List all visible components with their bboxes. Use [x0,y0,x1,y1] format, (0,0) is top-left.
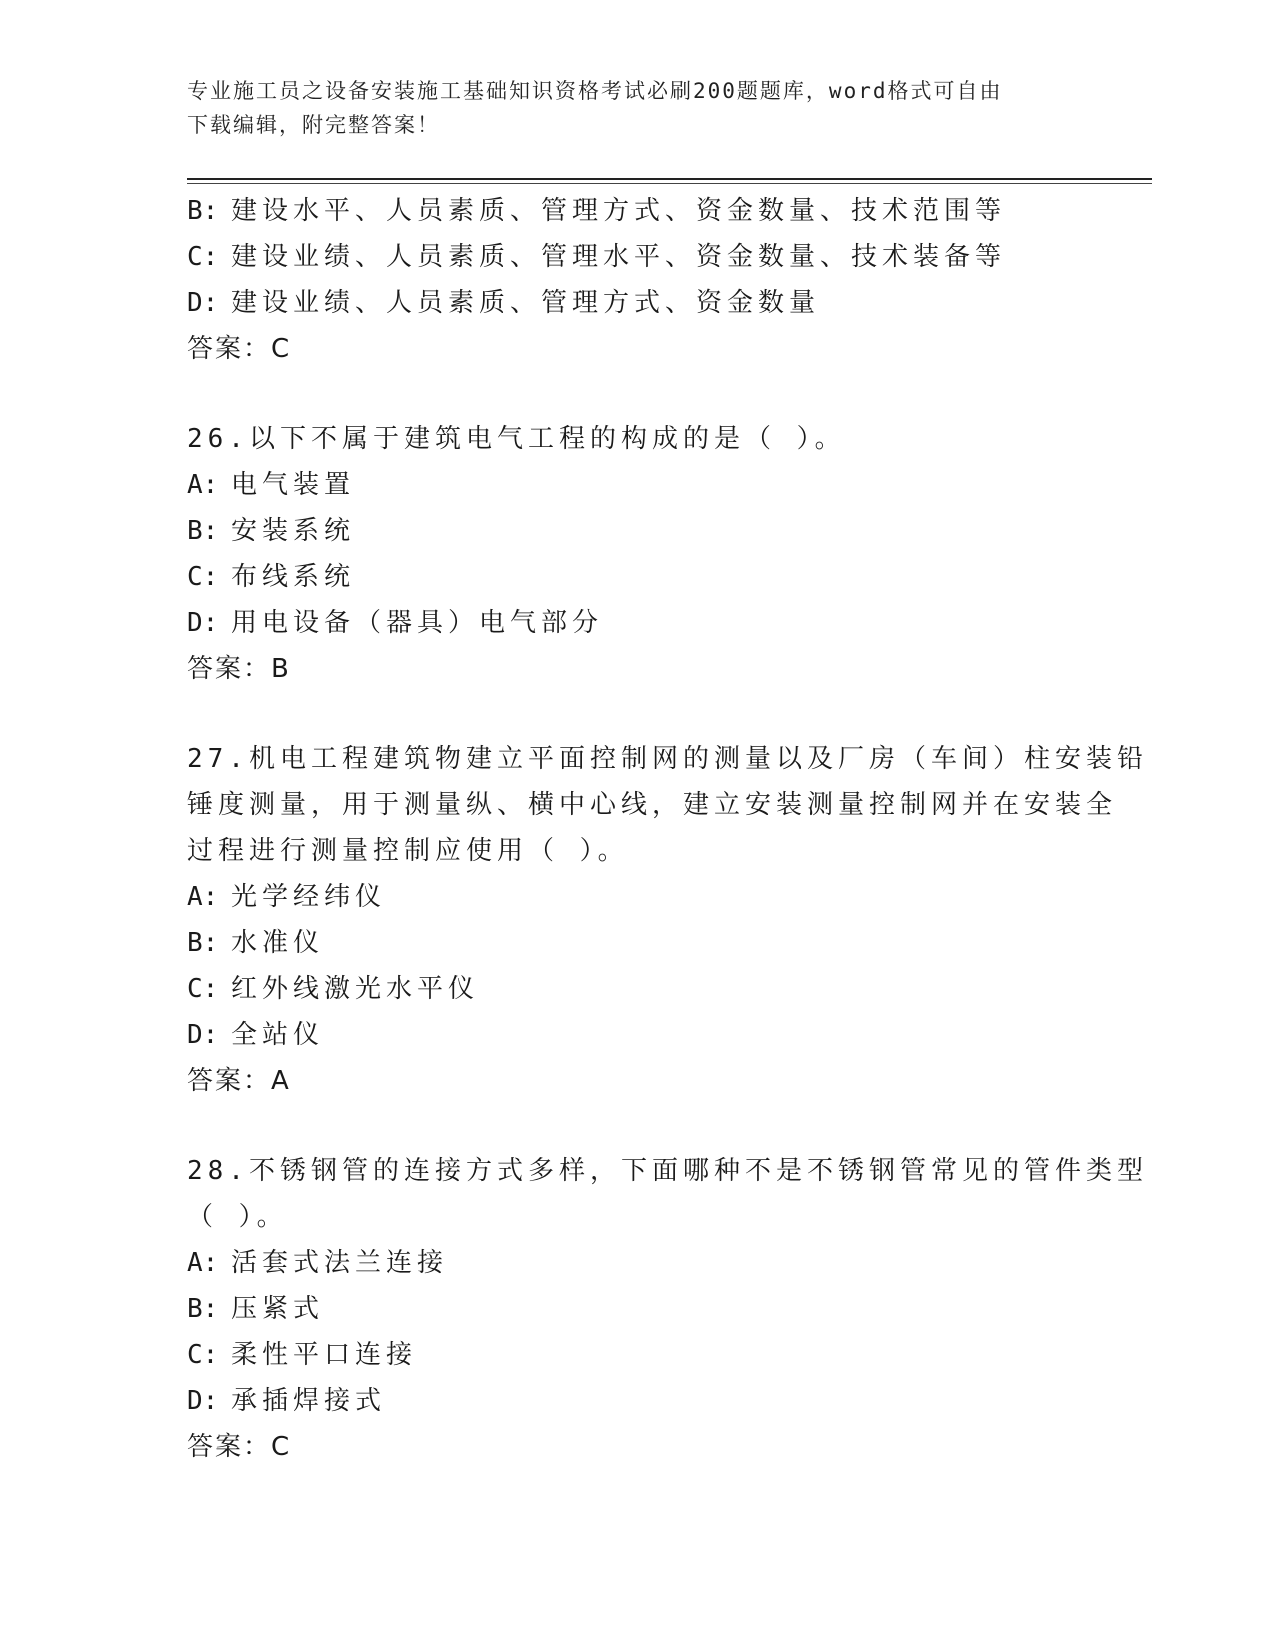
option-letter: B: [187,196,219,226]
spacer [187,372,1107,416]
answer-line: 答案：A [187,1066,291,1096]
option-text: 用电设备（器具）电气部分 [231,608,604,638]
option-letter: B: [187,928,219,958]
header-divider-thick [187,178,1152,180]
option-letter: B: [187,516,219,546]
question-26 [187,416,1107,692]
answer-line: 答案：C [187,1432,292,1462]
option-text: 柔性平口连接 [231,1340,418,1370]
option-letter: D: [187,288,219,318]
option-a [187,874,1107,920]
question-27 [187,736,1148,1104]
option-d [187,280,1107,326]
option-b [187,920,1107,966]
option-b [187,188,1107,234]
option-letter: D: [187,1386,219,1416]
question-stem: 28.不锈钢管的连接方式多样，下面哪种不是不锈钢管常见的管件类型 [187,1156,1148,1186]
document-header [187,74,1067,142]
question-stem: 锤度测量，用于测量纵、横中心线，建立安装测量控制网并在安装全 [187,790,1118,820]
option-text: 建设水平、人员素质、管理方式、资金数量、技术范围等 [231,196,1007,226]
option-text: 建设业绩、人员素质、管理水平、资金数量、技术装备等 [231,242,1007,272]
spacer [187,1104,1107,1148]
option-text: 电气装置 [231,470,356,500]
option-a [187,462,1107,508]
option-text: 压紧式 [231,1294,325,1324]
option-letter: A: [187,882,219,912]
option-d [187,600,1107,646]
option-letter: C: [187,1340,219,1370]
option-c [187,234,1107,280]
question-stem: 27.机电工程建筑物建立平面控制网的测量以及厂房（车间）柱安装铅 [187,744,1148,774]
option-text: 安装系统 [231,516,356,546]
option-c [187,554,1107,600]
option-letter: B: [187,1294,219,1324]
header-divider-thin [187,183,1152,184]
option-text: 布线系统 [231,562,356,592]
header-line-1: 专业施工员之设备安装施工基础知识资格考试必刷200题题库，word格式可自由 [187,79,1003,103]
option-letter: D: [187,1020,219,1050]
question-stem: 26.以下不属于建筑电气工程的构成的是（ ）。 [187,424,846,454]
option-letter: A: [187,1248,219,1278]
option-c [187,966,1107,1012]
option-text: 活套式法兰连接 [231,1248,449,1278]
option-text: 全站仪 [231,1020,325,1050]
answer-line: 答案：B [187,654,291,684]
prev-question-block [187,188,1107,372]
option-d [187,1012,1107,1058]
option-b [187,1286,1107,1332]
question-stem: 过程进行测量控制应使用（ ）。 [187,836,629,866]
option-text: 光学经纬仪 [231,882,387,912]
option-text: 红外线激光水平仪 [231,974,480,1004]
header-line-2: 下载编辑，附完整答案！ [187,113,440,137]
option-c [187,1332,1107,1378]
option-letter: C: [187,562,219,592]
option-text: 承插焊接式 [231,1386,387,1416]
option-letter: D: [187,608,219,638]
option-letter: C: [187,242,219,272]
option-text: 水准仪 [231,928,325,958]
spacer [187,692,1107,736]
option-a [187,1240,1107,1286]
option-d [187,1378,1107,1424]
question-content [187,188,1148,1470]
question-stem: （ ）。 [187,1202,288,1232]
option-text: 建设业绩、人员素质、管理方式、资金数量 [231,288,821,318]
answer-line: 答案：C [187,334,292,364]
option-b [187,508,1107,554]
option-letter: C: [187,974,219,1004]
option-letter: A: [187,470,219,500]
question-28 [187,1148,1148,1470]
